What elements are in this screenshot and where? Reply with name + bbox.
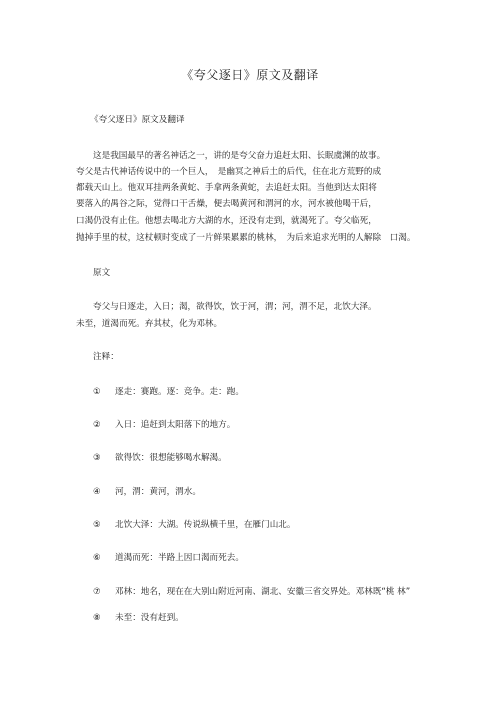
document-title: 《夸父逐日》原文及翻译	[181, 68, 319, 82]
notes-heading: 注释：	[93, 352, 119, 362]
note-number: ⑧	[93, 613, 101, 623]
note-item	[93, 587, 410, 598]
note-text: 未至：没有赶到。	[115, 613, 184, 623]
note-text: 邓林：地名，现在在大别山附近河南、湖北、安徽三省交界处。邓林既“桃 林”	[115, 587, 411, 597]
note-item	[93, 553, 244, 564]
translation-line: 夸父是古代神话传说中的一个巨人， 是幽冥之神后土的后代，住在北方荒野的成	[76, 167, 382, 177]
note-number: ①	[93, 387, 101, 397]
translation-line: 口渴仍没有止住。他想去喝北方大湖的水，还没有走到，就渴死了。夸父临死，	[76, 216, 377, 226]
original-line: 未至，道渴而死。弃其杖，化为邓林。	[76, 319, 223, 329]
note-text: 逐走：赛跑。逐：竞争。走：跑。	[115, 387, 244, 397]
note-number: ⑤	[93, 520, 101, 530]
original-line: 夸父与日逐走，入日；渴，欲得饮，饮于河，渭；河，渭不足，北饮大泽。	[93, 302, 377, 312]
translation-line: 要落入的禺谷之际，觉得口干舌燥，便去喝黄河和渭河的水，河水被他喝干后，	[76, 199, 377, 209]
note-text: 北饮大泽：大湖。传说纵横千里，在雁门山北。	[115, 520, 296, 530]
note-text: 河，渭：黄河，渭水。	[115, 487, 201, 497]
note-item	[93, 613, 184, 624]
note-item	[93, 520, 295, 531]
translation-line: 都载天山上。他双耳挂两条黄蛇、手拿两条黄蛇，去追赶太阳。当他到达太阳将	[76, 183, 377, 193]
note-text: 入日：追赶到太阳落下的地方。	[115, 420, 236, 430]
note-number: ⑦	[93, 587, 101, 597]
translation-line: 这是我国最早的著名神话之一，讲的是夸父奋力追赶太阳、长眠虞渊的故事。	[93, 151, 386, 161]
note-item	[93, 453, 227, 464]
note-text: 欲得饮：很想能够喝水解渴。	[115, 453, 227, 463]
note-number: ②	[93, 420, 101, 430]
note-item	[93, 420, 235, 431]
translation-line: 抛掉手里的杖，这杖顿时变成了一片鲜果累累的桃林， 为后来追求光明的人解除 口渴。	[76, 233, 416, 243]
note-item	[93, 387, 244, 398]
note-item	[93, 487, 201, 498]
note-text: 道渴而死：半路上因口渴而死去。	[115, 553, 244, 563]
note-number: ⑥	[93, 553, 101, 563]
section-subtitle: 《夸父逐日》原文及翻译	[90, 115, 185, 125]
note-number: ③	[93, 453, 101, 463]
original-heading: 原文	[93, 268, 111, 278]
note-number: ④	[93, 487, 101, 497]
